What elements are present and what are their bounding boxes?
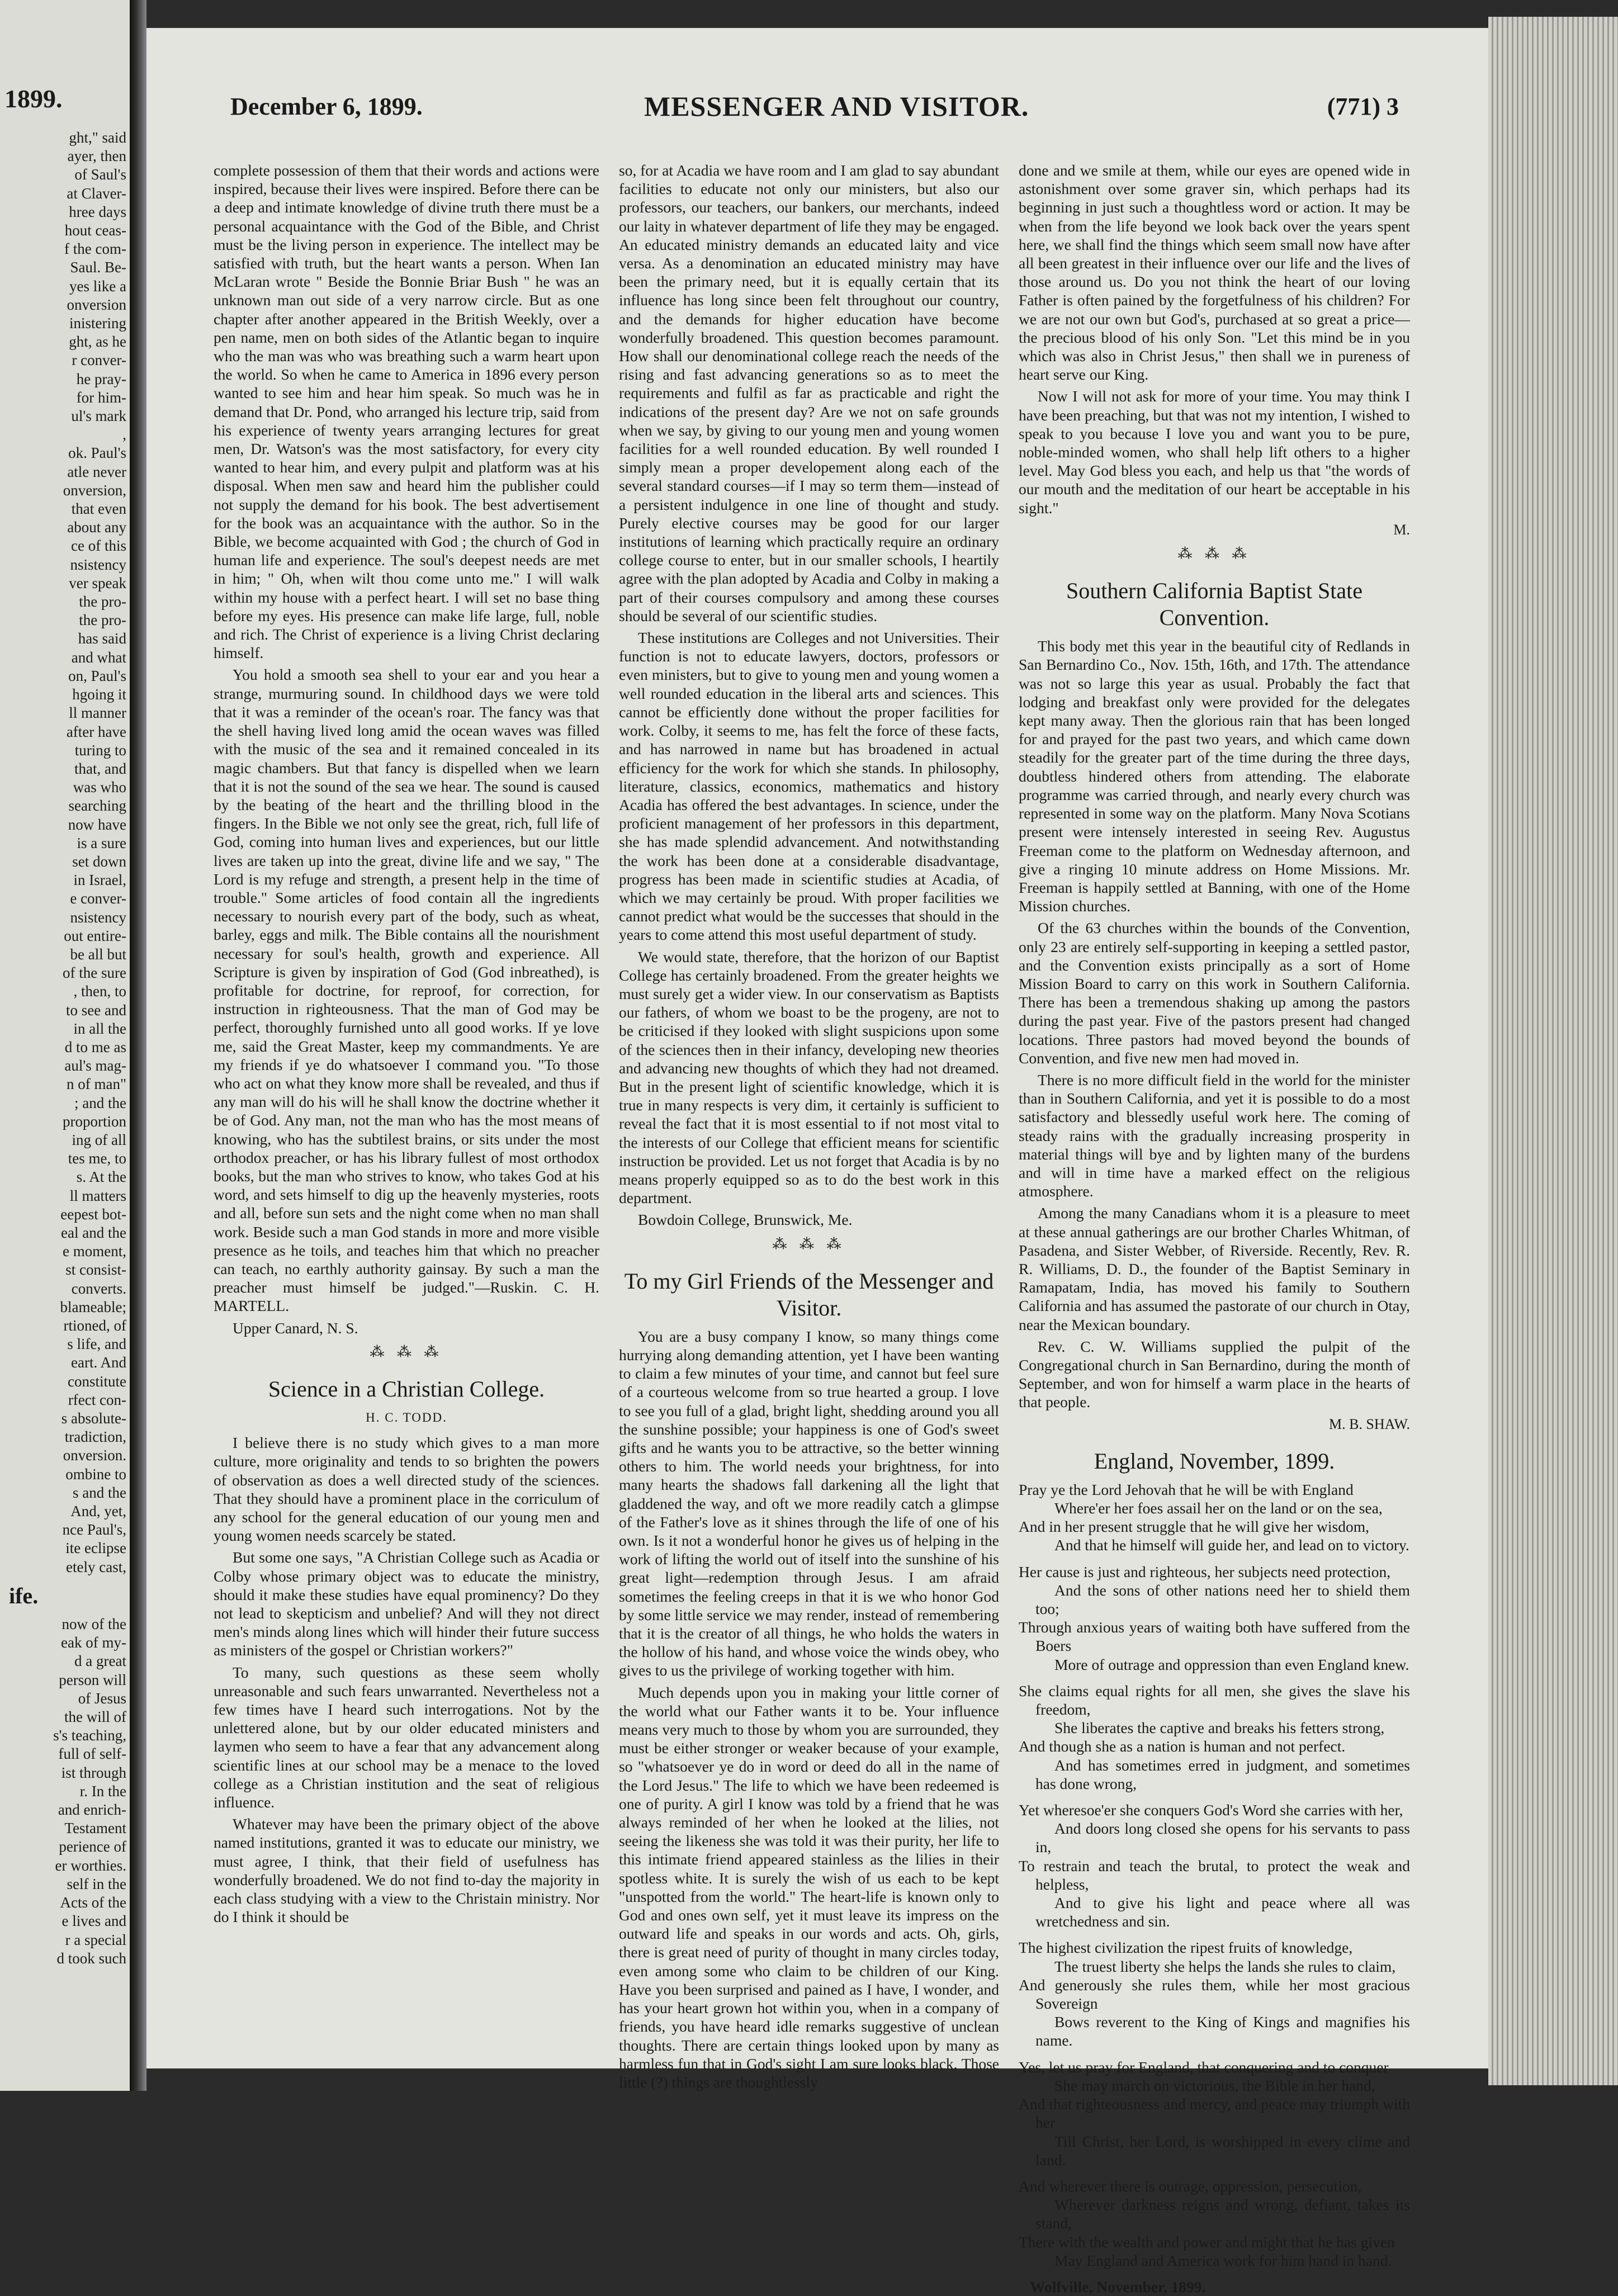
poem-line: Yet wheresoe'er she conquers God's Word she carries with her, xyxy=(1019,1801,1403,1819)
gutter-line: ing of all xyxy=(72,1131,126,1148)
poem-line: Through anxious years of waiting both have suffered from the Boers xyxy=(1019,1618,1410,1655)
article-signature: M. B. SHAW. xyxy=(1328,1416,1410,1432)
article-paragraph: I believe there is no study which gives to a man more culture, more originality and tends to so brighten the powers of observation as does a well directed study of the sciences. That they should have a prominent place in the corriculum of any school for the general education of our young men and young women needs scarcely be stated. xyxy=(214,1434,599,1545)
gutter-line: ver speak xyxy=(69,574,126,591)
poem-line: The highest civilization the ripest fruits of knowledge, xyxy=(1019,1939,1353,1957)
poem-line: She liberates the captive and breaks his fetters strong, xyxy=(1054,1719,1385,1737)
gutter-line: eart. And xyxy=(71,1354,126,1371)
gutter-line: rfect con- xyxy=(68,1391,126,1408)
previous-page-text xyxy=(9,129,126,1968)
gutter-line: ok. Paul's xyxy=(68,444,126,462)
gutter-line: searching xyxy=(68,797,126,815)
poem-stanza xyxy=(1019,1563,1410,1674)
gutter-line: ght, as he xyxy=(69,333,126,351)
gutter-line: eepest bot- xyxy=(60,1205,126,1223)
gutter-line: in all the xyxy=(73,1020,126,1037)
gutter-line: blameable; xyxy=(60,1298,126,1315)
gutter-line: er worthies. xyxy=(55,1857,126,1874)
poem-line: And doors long closed she opens for his servants to pass in, xyxy=(1035,1820,1410,1856)
gutter-line: s. At the xyxy=(76,1168,126,1186)
gutter-line: at Claver- xyxy=(67,184,126,202)
gutter-line: atle never xyxy=(67,463,126,480)
poem-line: There with the wealth and power and might that he has given xyxy=(1019,2233,1395,2251)
column-3 xyxy=(1019,161,1410,2295)
poem-line: Her cause is just and righteous, her subjects need protection, xyxy=(1019,1563,1391,1580)
gutter-line: now have xyxy=(68,816,126,833)
gutter-line: s life, and xyxy=(67,1336,126,1353)
gutter-line: inistering xyxy=(69,315,126,332)
poem-title: England, November, 1899. xyxy=(1094,1448,1335,1474)
gutter-line: be all but xyxy=(70,945,126,963)
gutter-line: set down xyxy=(72,853,126,870)
gutter-line: tes me, to xyxy=(68,1150,126,1167)
poem-line: And wherever there is outrage, oppression, persecution, xyxy=(1019,2177,1362,2195)
gutter-line: n of man" xyxy=(67,1076,126,1093)
gutter-line: Acts of the xyxy=(60,1894,126,1911)
gutter-line: , xyxy=(122,426,126,443)
gutter-line: proportion xyxy=(63,1113,126,1130)
gutter-line: r a special xyxy=(65,1931,126,1948)
poem-line: Where'er her foes assail her on the land or on the sea, xyxy=(1054,1499,1383,1517)
article-paragraph: so, for at Acadia we have room and I am glad to say abundant facilities to educate not only our ministers, but also our professors, our teachers, our bankers, our merchants, indeed our laity in whatever department of life they may be engaged. An educated ministry demands an educated laity and vice versa. As a denomination an educated ministry may have been the primary need, but it is equally certain that its influence has long since been felt throughout our country, and the demands for higher education have become wonderfully broadened. This question becomes paramount. How shall our denominational college reach the needs of the rising and fast advancing generations so as to meet the requirements and fulfil as far as practicable and right the indications of the present day? Are we not on safe grounds when we say, by giving to our young men and young women facilities for a well rounded education. By well rounded I simply mean a proper developement along each of the several standard courses—if I may so term them—instead of a persistent indulgence in one line of thought and study. Purely elective courses may be good for our larger institutions of learning which practically require an ordinary college course to enter, but in our smaller schools, I heartily agree with the plan adopted by Acadia and Colby in making a part of their courses compulsory and among these courses should be several of our scientific studies. xyxy=(619,162,999,624)
gutter-line: nsistency xyxy=(70,908,126,926)
poem-line: To restrain and teach the brutal, to protect the weak and helpless, xyxy=(1019,1857,1410,1893)
gutter-line: hout ceas- xyxy=(64,222,126,239)
column-2 xyxy=(619,161,999,2091)
article-paragraph: But some one says, "A Christian College such as Acadia or Colby whose primary object was to educate the ministry, should it make these studies have equal prominency? Do they not lead to skepticism and unbelief? And will they not direct men's minds along lines which will hinder their future success as ministers of the gospel or Christian workers?" xyxy=(214,1549,599,1659)
gutter-line: st consist- xyxy=(65,1261,126,1279)
gutter-line: full of self- xyxy=(58,1745,126,1763)
poem-line: And has sometimes erred in judgment, and sometimes has done wrong, xyxy=(1035,1756,1410,1792)
poem-line: The truest liberty she helps the lands she rules to claim, xyxy=(1054,1957,1396,1975)
poem-stanza xyxy=(1019,1480,1410,1555)
poem-line: Bows reverent to the King of Kings and magnifies his name. xyxy=(1035,2013,1410,2049)
poem-line: Till Christ, her Lord, is worshipped in every clime and land. xyxy=(1035,2132,1410,2169)
gutter-line: converts. xyxy=(71,1280,126,1297)
gutter-line: the pro- xyxy=(79,593,126,610)
poem-place: Wolfville, November, 1899. xyxy=(1030,2278,1206,2295)
article-title-girl-friends: To my Girl Friends of the Messenger and Visitor. xyxy=(624,1268,994,1320)
article-paragraph: Of the 63 churches within the bounds of the Convention, only 23 are entirely self-supporting in keeping a settled pastor, and the Convention exists principally as a sort of Home Mission Board to carry on this work in Southern California. There has been a tremendous shaking up among the pastors during the past year. Five of the pastors present had changed locations. Three pastors had moved beyond the bounds of Convention, and five new men had moved in. xyxy=(1019,919,1410,1067)
gutter-line: ite eclipse xyxy=(65,1540,126,1557)
poem-line: And that righteousness and mercy, and peace may triumph with her xyxy=(1019,2095,1410,2132)
gutter-line: for him- xyxy=(76,389,126,406)
gutter-line: that even xyxy=(71,500,126,518)
gutter-line: out entire- xyxy=(64,927,126,944)
gutter-line: e lives and xyxy=(61,1912,126,1930)
gutter-line: d took such xyxy=(56,1949,126,1967)
article-paragraph: Now I will not ask for more of your time. You may think I have been preaching, but that was not my intention, I wished to speak to you because I love you and want you to be pure, noble-minded women, who shall help lift others to a higher level. May God bless you each, and help us that "the words of our mouth and the meditation of our heart be acceptable in his sight." xyxy=(1019,387,1410,517)
previous-page-heading: ife. xyxy=(9,1583,39,1608)
gutter-line: rtioned, of xyxy=(63,1317,126,1334)
gutter-line: hree days xyxy=(69,203,126,220)
previous-page-year: 1899. xyxy=(4,84,63,113)
article-paragraph: We would state, therefore, that the horizon of our Baptist College has certainly broadened. From the greater heights we must surely get a wider view. In our conservatism as Baptists our fathers, of whom we boast to be the progeny, are not to be criticised if they looked with slight suspicions upon some of the sciences then in their infancy, developing new theories and advancing new thoughts of which they had not dreamed. But in the present light of scientific knowledge, which it is true in many respects is very dim, it certainly is sufficient to reveal the fact that it is most essential to if not most vital to the interests of our College that efficient means for scientific instruction be provided. Let us not forget that Acadia is by no means properly equipped so as to do the best work in this department. xyxy=(619,948,999,1207)
gutter-line: person will xyxy=(59,1671,126,1688)
poem-line: Yes, let us pray for England, that conquering and to conquer xyxy=(1019,2058,1389,2076)
article-place: Upper Canard, N. S. xyxy=(233,1319,358,1337)
article-signature: M. xyxy=(1393,521,1410,538)
poem-line: And though she as a nation is human and not perfect. xyxy=(1019,1738,1346,1755)
gutter-line: ce of this xyxy=(71,537,126,555)
gutter-line: after have xyxy=(66,723,126,740)
gutter-line: the will of xyxy=(64,1708,126,1726)
gutter-line: of Saul's xyxy=(74,166,126,183)
gutter-line: nce Paul's, xyxy=(62,1521,126,1538)
poem-stanza xyxy=(1019,2177,1410,2270)
gutter-line: ll matters xyxy=(69,1187,126,1204)
gutter-line: etely cast, xyxy=(66,1558,126,1575)
gutter-line: in Israel, xyxy=(73,872,126,889)
article-byline: H. C. TODD. xyxy=(366,1410,447,1424)
article-title-california: Southern California Baptist State Convention. xyxy=(1066,578,1362,631)
article-paragraph: Whatever may have been the primary object of the above named institutions, granted it was to educate our ministry, we must agree, I think, that their field of usefulness has wonderfully broadened. We do not find to-day the majority in each class studying with a view to the Christain ministry. Nor do I think it should be xyxy=(214,1815,599,1926)
previous-page-gutter xyxy=(0,0,130,2091)
gutter-line: ; and the xyxy=(74,1094,126,1111)
binding-fold xyxy=(130,0,146,2091)
poem-line: She claims equal rights for all men, she gives the slave his freedom, xyxy=(1019,1682,1410,1719)
gutter-line: and what xyxy=(71,648,126,666)
previous-page-lines-bottom xyxy=(9,1615,126,1968)
article-paragraph: To many, such questions as these seem wholly unreasonable and such fears unwarranted. Nevertheless not a few times have I heard such interrogations. Not by the unlettered alone, but by our older educated ministers and laymen who seem to have a fear that any advancement along scientific lines at our school may be a menace to the loved college as a Christian institution and the seat of religious influence. xyxy=(214,1663,599,1811)
gutter-line: has said xyxy=(78,630,126,647)
paper-title: MESSENGER AND VISITOR. xyxy=(644,91,1029,122)
article-paragraph: You hold a smooth sea shell to your ear and you hear a strange, murmuring sound. In childhood days we were told that it was a reminder of the ocean's roar. The fancy was that the shell having lived long amid the ocean waves was filled with the music of the sea and it remained concealed in its magic chambers. But that fancy is dispelled when we learn that it is not the sound of the sea we hear. The sound is caused by the beating of the heart and the thrilling blood in the fingers. In the Bible we not only see the great, rich, full life of God, coming into human lives and experiences, but our little lives are taken up into the great, divine life and we say, " The Lord is my refuge and strength, a present help in the time of trouble." Some articles of food contain all the ingredients necessary to nourish every part of the body, such as wheat, barley, eggs and milk. The Bible contains all the nourishment necessary for soul's health, growth and experience. All Scripture is given by inspiration of God (God inbreathed), is profitable for doctrine, for reproof, for correction, for instruction in righteousness. That the man of God may be perfect, thoroughly furnished unto all good works. If ye love me, said the Great Master, keep my commandments. Ye are my friends if ye do whatsoever I command you. "To those who act on what they know more shall be revealed, and thus if any man will do his will he shall know the doctrine whether it be of God. Any man, not the man who has the most means of knowing, who has the subtilest brains, or sits under the most orthodox preacher, or has his library fullest of most orthodox books, but the man who strives to know, who takes God at his word, and sets himself to dig up the heavenly mysteries, roots and all, before sun sets and the night come when no man shall work. Beside such a man God stands in more and more visible presence as he toils, and teaches him that which no preacher can teach, no earthly authority gainsay. By such a man the preacher must himself be judged."—Ruskin. C. H. MARTELL. xyxy=(214,666,599,1315)
gutter-line: aul's mag- xyxy=(64,1057,126,1074)
article-place: Bowdoin College, Brunswick, Me. xyxy=(638,1211,853,1229)
gutter-line: e conver- xyxy=(70,890,126,907)
gutter-line: yes like a xyxy=(69,277,126,295)
gutter-line: ll manner xyxy=(69,704,126,722)
gutter-line: constitute xyxy=(68,1372,126,1390)
gutter-line: about any xyxy=(67,519,126,536)
gutter-line: r conver- xyxy=(72,352,126,369)
gutter-line: s's teaching, xyxy=(53,1727,126,1744)
poem-line: Wherever darkness reigns and wrong, defiant, takes its stand, xyxy=(1035,2196,1410,2232)
gutter-line: e moment, xyxy=(63,1243,126,1260)
gutter-line: on, Paul's xyxy=(68,667,126,684)
poem-line: And the sons of other nations need her to shield them too; xyxy=(1035,1581,1410,1618)
article-paragraph: This body met this year in the beautiful city of Redlands in San Bernardino Co., Nov. 15th, 16th, and 17th. The attendance was not so large this year as usual. Probably the fact that lodging and breakfast only were provided for the delegates kept many away. Then the glorious rain that has been longed for and prayed for the past two years, and which came down steadily for the greater part of the time during the three days, doubtless hindered others from attending. The elaborate programme was carried through, and nearly every church was represented in some way on the platform. Many Nova Scotians present were intensely interested in seeing Rev. Augustus Freeman come to the platform on Wednesday afternoon, and give a ringing 10 minute address on Home Missions. Mr. Freeman is happily settled at Banning, with one of the Home Mission churches. xyxy=(1019,637,1410,915)
article-paragraph: There is no more difficult field in the world for the minister than in Southern California, and yet it is possible to do a most satisfactory and blessedly useful work here. The coming of steady rains with the gradually increasing prosperity in material things will bye and by lighten many of the burdens and will in time have a marked effect on the religious atmosphere. xyxy=(1019,1071,1410,1200)
gutter-line: onversion xyxy=(67,296,126,313)
issue-date: December 6, 1899. xyxy=(230,93,423,120)
poem-line: May England and America work for him hand in hand. xyxy=(1054,2251,1392,2269)
section-separator: ⁂ ⁂ ⁂ xyxy=(370,1343,443,1360)
poem-stanza xyxy=(1019,2058,1410,2169)
gutter-line: nsistency xyxy=(70,556,126,573)
gutter-line: ght," said xyxy=(69,129,126,146)
gutter-line: of the sure xyxy=(63,964,126,982)
gutter-line: ayer, then xyxy=(67,148,126,165)
page-stack-edge xyxy=(1488,17,1618,2085)
section-separator: ⁂ ⁂ ⁂ xyxy=(772,1235,846,1252)
gutter-line: d a great xyxy=(74,1653,126,1670)
gutter-line: ul's mark xyxy=(71,408,126,425)
gutter-line: perience of xyxy=(59,1838,126,1855)
gutter-line: Testament xyxy=(64,1820,126,1837)
page-number: (771) 3 xyxy=(1327,93,1399,120)
gutter-line: r. In the xyxy=(79,1782,126,1800)
gutter-line: ombine to xyxy=(65,1465,126,1483)
gutter-line: And, yet, xyxy=(70,1503,126,1520)
poem-line: More of outrage and oppression than even England knew. xyxy=(1054,1655,1409,1673)
article-paragraph: done and we smile at them, while our eyes are opened wide in astonishment over some graver sin, which perhaps had its beginning in just such a thoughtless word or action. It may be when from the life beyond we look back over the years spent here, we shall find the things which seem small now have after all been greatest in their influence over our life and the lives of those around us. Do you not think the heart of our loving Father is often pained by the forgetfulness of his children? For we are not our own but God's, purchased at so great a price—the precious blood of his only Son. "Let this mind be in you which was also in Christ Jesus," then shall we in pureness of heart serve our King. xyxy=(1019,162,1410,384)
poem-line: And that he himself will guide her, and lead on to victory. xyxy=(1054,1536,1409,1554)
gutter-line: that, and xyxy=(74,760,126,777)
column-1 xyxy=(214,161,599,2051)
gutter-line: eak of my- xyxy=(61,1634,126,1651)
poem-stanza xyxy=(1019,1801,1410,1930)
gutter-line: is a sure xyxy=(77,834,126,851)
article-paragraph: These institutions are Colleges and not Universities. Their function is not to educate lawyers, doctors, professors or even ministers, but to give to young men and young women a well rounded education in the liberal arts and sciences. This cannot be efficiently done without the proper facilities for work. Colby, it seems to me, has felt the force of these facts, and has narrowed in name but has broadened in actual efficiency for the work for which she stands. In philosophy, literature, classics, economics, mathematics and history Acadia has offered the best advantages. In science, under the proficient management of her professors in this department, she has made splendid advancement. And notwithstanding the work has been done at a considerable disadvantage, progress has been made in scientific studies at Acadia, of which we may certainly be proud. With proper facilities we cannot predict what would be the successes that should in the years to come attend this most useful department of study. xyxy=(619,629,999,944)
gutter-line: of Jesus xyxy=(78,1689,126,1707)
previous-page-lines-top xyxy=(9,129,126,1577)
gutter-line: , then, to xyxy=(73,983,126,1000)
masthead xyxy=(146,92,1488,143)
gutter-line: to see and xyxy=(66,1001,126,1019)
gutter-line: f the com- xyxy=(64,240,126,258)
gutter-line: turing to xyxy=(74,741,126,759)
gutter-line: the pro- xyxy=(79,612,126,629)
poem-stanza xyxy=(1019,1938,1410,2049)
gutter-line: d to me as xyxy=(64,1038,126,1055)
article-title-science: Science in a Christian College. xyxy=(268,1376,545,1402)
article-paragraph: You are a busy company I know, so many things come hurrying along demanding attention, yet I have been wanting to claim a few minutes of your time, and cannot but feel sure of a courteous welcome from so true hearted a group. I love to see you full of a glad, bright light, shedding around you all the sunshine possible; your happiness is one of God's sweet gifts and he wants you to be attractive, so the better winning others to him. The world needs your brightness, for into many hearts the shadows fall darkening all the light that gladdened the way, and oft we more readily catch a glimpse of the Father's love as it shines through the life of one of his own. Is it not a wonderful honor he gives us of helping in the work of lifting the world out of itself into the sunshine of his great light—redemption through Jesus. I am afraid sometimes the feeling creeps in that it is we who honor God by some little service we may render, instead of remembering that it is the creator of all things, he who holds the waters in the hollow of his hand, and whose voice the winds obey, who gives to us the privilege of working together with him. xyxy=(619,1327,999,1679)
gutter-line: ist through xyxy=(61,1764,126,1781)
gutter-line: hgoing it xyxy=(72,686,126,703)
gutter-line: and enrich- xyxy=(58,1801,126,1819)
poem-stanza xyxy=(1019,1682,1410,1793)
poem-line: And in her present struggle that he will give her wisdom, xyxy=(1019,1518,1370,1536)
article-paragraph: Much depends upon you in making your little corner of the world what our Father wants it to be. Your influence means very much to those by whom you are surrounded, they must be either stronger or weaker because of your example, so "whatsoever ye do in word or deed do all in the name of the Lord Jesus." The life to which we have been redeemed is one of purity. A girl I know was told by a friend that he was always reminded of her when he looked at the lilies, not seeing the likeness she was told it was their purity, her life to this intimate friend appeared stainless as the lilies in their spotless white. It is surely the wish of us each to be kept "unspotted from the world." The heart-life is known only to God and ones own self, yet it must leave its impress on the outward life and speaks in our words and acts. Oh, girls, there is great need of purity of thought in many circles today, even among some who claim to be children of our King. Have you been surprised and pained as I have, I wonder, and has your heart grown hot within you, when in a company of friends, you have heard idle remarks suggestive of unclean thoughts. There are certain things looked upon by many as harmless fun that in God's sight I am sure looks black. Those little (?) things are thoughtlessly xyxy=(619,1683,999,2091)
article-paragraph: complete possession of them that their words and actions were inspired, because their lives were inspired. Before there can be a deep and intimate knowledge of divine truth there must be a personal acquaintance with the God of the Bible, and Christ must be the living person in experience. The intellect may be satisfied with truth, but the heart wants a person. When Ian McLaran wrote " Beside the Bonnie Briar Bush " he was an unknown man out side of a very narrow circle. But as one chapter after another appeared in the British Weekly, over a pen name, men on both sides of the Atlantic began to inquire who the man was who was breathing such a warm heart upon the world. So when he came to America in 1896 every person wanted to see him and hear him speak. So much was he in demand that Dr. Pond, who arranged his lecture trip, said from his experience of twenty years arranging lectures for great men, Dr. Watson's was the most satisfactory, for every city wanted to hear him, and every pulpit and platform was at his disposal. When men saw and heard him the publisher could not supply the demand for his book. The best advertisement for the book was an acquaintance with the author. So in the Bible, we become acquainted with God ; the church of God in human life and experience. The soul's deepest needs are met in him; " Oh, when wilt thou come unto me." I will walk within my house with a perfect heart. I will set no base thing before my eyes. His presence can make life large, full, noble and rich. The Christ of experience is a living Christ declaring himself. xyxy=(214,162,599,662)
gutter-line: tradiction, xyxy=(64,1428,126,1446)
article-paragraph: Among the many Canadians whom it is a pleasure to meet at these annual gatherings are our brother Charles Whitman, of Pasadena, and Sister Webber, of Riverside. Recently, Rev. R. R. Williams, D. D., the founder of the Baptist Seminary in Ramapatam, India, has moved his family to Southern California and has assumed the pastorate of our church in Otay, near the Mexican boundary. xyxy=(1019,1204,1410,1333)
poem-line: And to give his light and peace where all was wretchedness and sin. xyxy=(1035,1894,1410,1930)
gutter-line: s absolute- xyxy=(61,1410,126,1427)
poem-line: Pray ye the Lord Jehovah that he will be with England xyxy=(1019,1480,1354,1498)
section-separator: ⁂ ⁂ ⁂ xyxy=(1177,546,1251,562)
poem-line: She may march on victorious, the Bible in her hand, xyxy=(1054,2076,1375,2094)
newspaper-page xyxy=(146,28,1488,2295)
gutter-line: now of the xyxy=(61,1616,126,1633)
article-paragraph: Rev. C. W. Williams supplied the pulpit of the Congregational church in San Bernardino, during the month of September, and won for himself a warm place in the hearts of that people. xyxy=(1019,1337,1410,1411)
gutter-line: he pray- xyxy=(76,370,126,387)
gutter-line: onversion. xyxy=(63,1447,126,1464)
gutter-line: onversion, xyxy=(63,481,126,499)
gutter-line: s and the xyxy=(73,1484,126,1501)
gutter-line: Saul. Be- xyxy=(70,259,126,276)
poem-line: And generously she rules them, while her most gracious Sovereign xyxy=(1019,1976,1410,2013)
poem xyxy=(1019,1480,1410,2270)
gutter-line: was who xyxy=(73,779,126,796)
gutter-line: self in the xyxy=(67,1875,126,1892)
gutter-line: eal and the xyxy=(61,1224,126,1241)
